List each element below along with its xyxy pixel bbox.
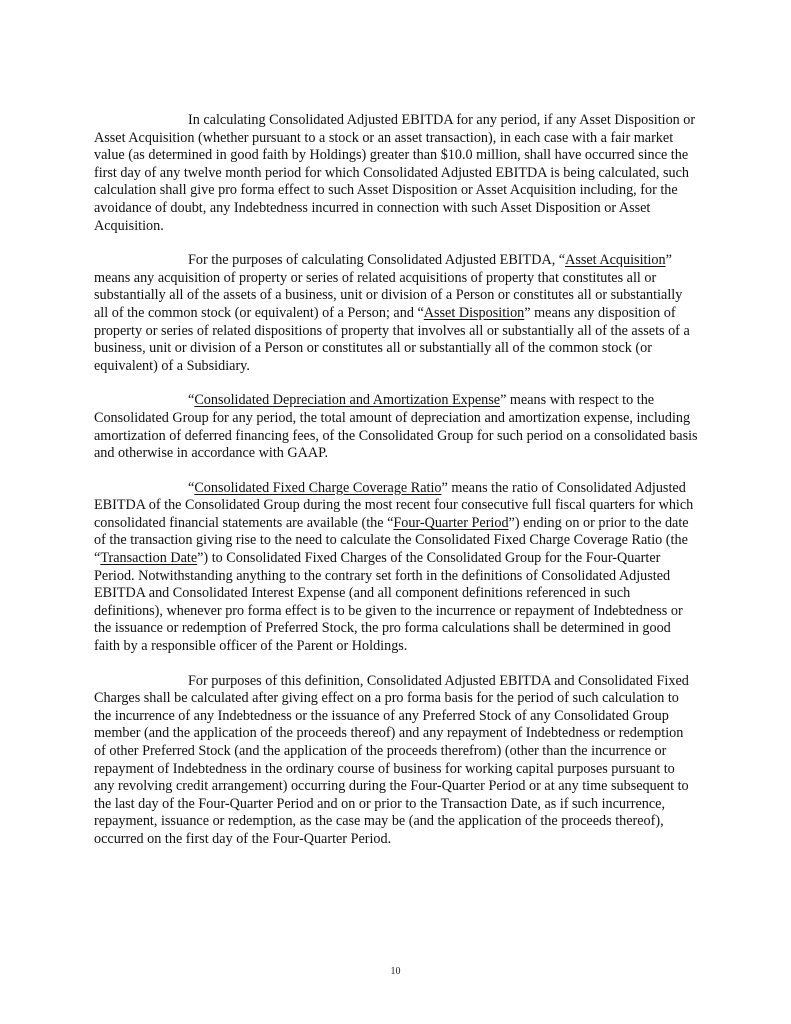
paragraph-pro-forma-calculation [94, 673, 698, 849]
page-number: 10 [390, 966, 401, 977]
text-segment: ” means with respect to the Consolidated Group for any period, the total amount of depreciation and amortization expense, including amortization of deferred financing fees, of the Consolidated Group for such period on a consolidated basis and otherwise in accordance with GAAP. [94, 392, 698, 462]
defined-term-asset-disposition: Asset Disposition [423, 304, 525, 321]
text-segment: For the purposes of calculating Consolidated Adjusted EBITDA, “ [188, 252, 566, 269]
paragraph-asset-pro-forma [94, 112, 698, 235]
text-segment: ” means any disposition of property or series of related dispositions of property that involves all or substantially all of the assets of a business, unit or division of a Person or constitutes all or substantially all of the common stock (or equivalent) of a Subsidiary. [94, 304, 690, 374]
text-segment: “ [188, 479, 195, 496]
defined-term-transaction-date: Transaction Date [100, 550, 198, 567]
defined-term-four-quarter-period: Four-Quarter Period [393, 514, 509, 531]
paragraph-asset-definitions [94, 252, 698, 375]
paragraph-depreciation-definition [94, 392, 698, 462]
defined-term-fixed-charge-coverage-ratio: Consolidated Fixed Charge Coverage Ratio [194, 479, 442, 496]
text-segment: In calculating Consolidated Adjusted EBITDA for any period, if any Asset Disposition or Asset Acquisition (whether pursuant to a stock or an asset transaction), in each case with a fair market value (as determined in good faith by Holdings) greater than $10.0 million, shall have occurred since the first day of any twelve month period for which Consolidated Adjusted EBITDA is being calculated, such calculation shall give pro forma effect to such Asset Disposition or Asset Acquisition including, for the avoidance of doubt, any Indebtedness incurred in connection with such Asset Disposition or Asset Acquisition. [94, 112, 696, 234]
paragraph-fixed-charge-definition [94, 480, 698, 656]
text-segment: ”) ending on or prior to the date of the transaction giving rise to the need to calculate the Consolidated Fixed Charge Coverage Ratio (the “ [94, 514, 689, 567]
text-segment: For purposes of this definition, Consolidated Adjusted EBITDA and Consolidated Fixed Charges shall be calculated after giving effect on a pro forma basis for the period of such calculation to the incurrence of any Indebtedness or the issuance of any Preferred Stock of any Consolidated Group member (and the application of the proceeds thereof) and any repayment of Indebtedness or redemption of other Preferred Stock (and the application of the proceeds therefrom) (other than the incurrence or repayment of Indebtedness in the ordinary course of business for working capital purposes pursuant to any revolving credit arrangement) occurring during the Four-Quarter Period or at any time subsequent to the last day of the Four-Quarter Period and on or prior to the Transaction Date, as if such incurrence, repayment, issuance or redemption, as the case may be (and the application of the proceeds thereof), occurred on the first day of the Four-Quarter Period. [94, 672, 689, 847]
text-segment: “ [188, 392, 195, 409]
text-segment: ” means the ratio of Consolidated Adjusted EBITDA of the Consolidated Group during the most recent four consecutive full fiscal quarters for which consolidated financial statements are available (the “ [94, 479, 694, 531]
text-segment: ” means any acquisition of property or series of related acquisitions of property that constitutes all or substantially all of the assets of a business, unit or division of a Person or constitutes all or substantially all of the common stock (or equivalent) of a Person; and “ [94, 252, 683, 321]
defined-term-depreciation-amortization: Consolidated Depreciation and Amortization Expense [194, 392, 501, 409]
document-body [94, 112, 698, 866]
text-segment: ”) to Consolidated Fixed Charges of the Consolidated Group for the Four-Quarter Period. Notwithstanding anything to the contrary set forth in the definitions of Consolidated Adjusted EBITDA and Consolidated Interest Expense (and all component definitions referenced in such definitions), whenever pro forma effect is to be given to the incurrence or repayment of Indebtedness or the issuance or redemption of Preferred Stock, the pro forma calculations shall be determined in good faith by a responsible officer of the Parent or Holdings. [94, 550, 683, 655]
defined-term-asset-acquisition: Asset Acquisition [565, 252, 666, 269]
